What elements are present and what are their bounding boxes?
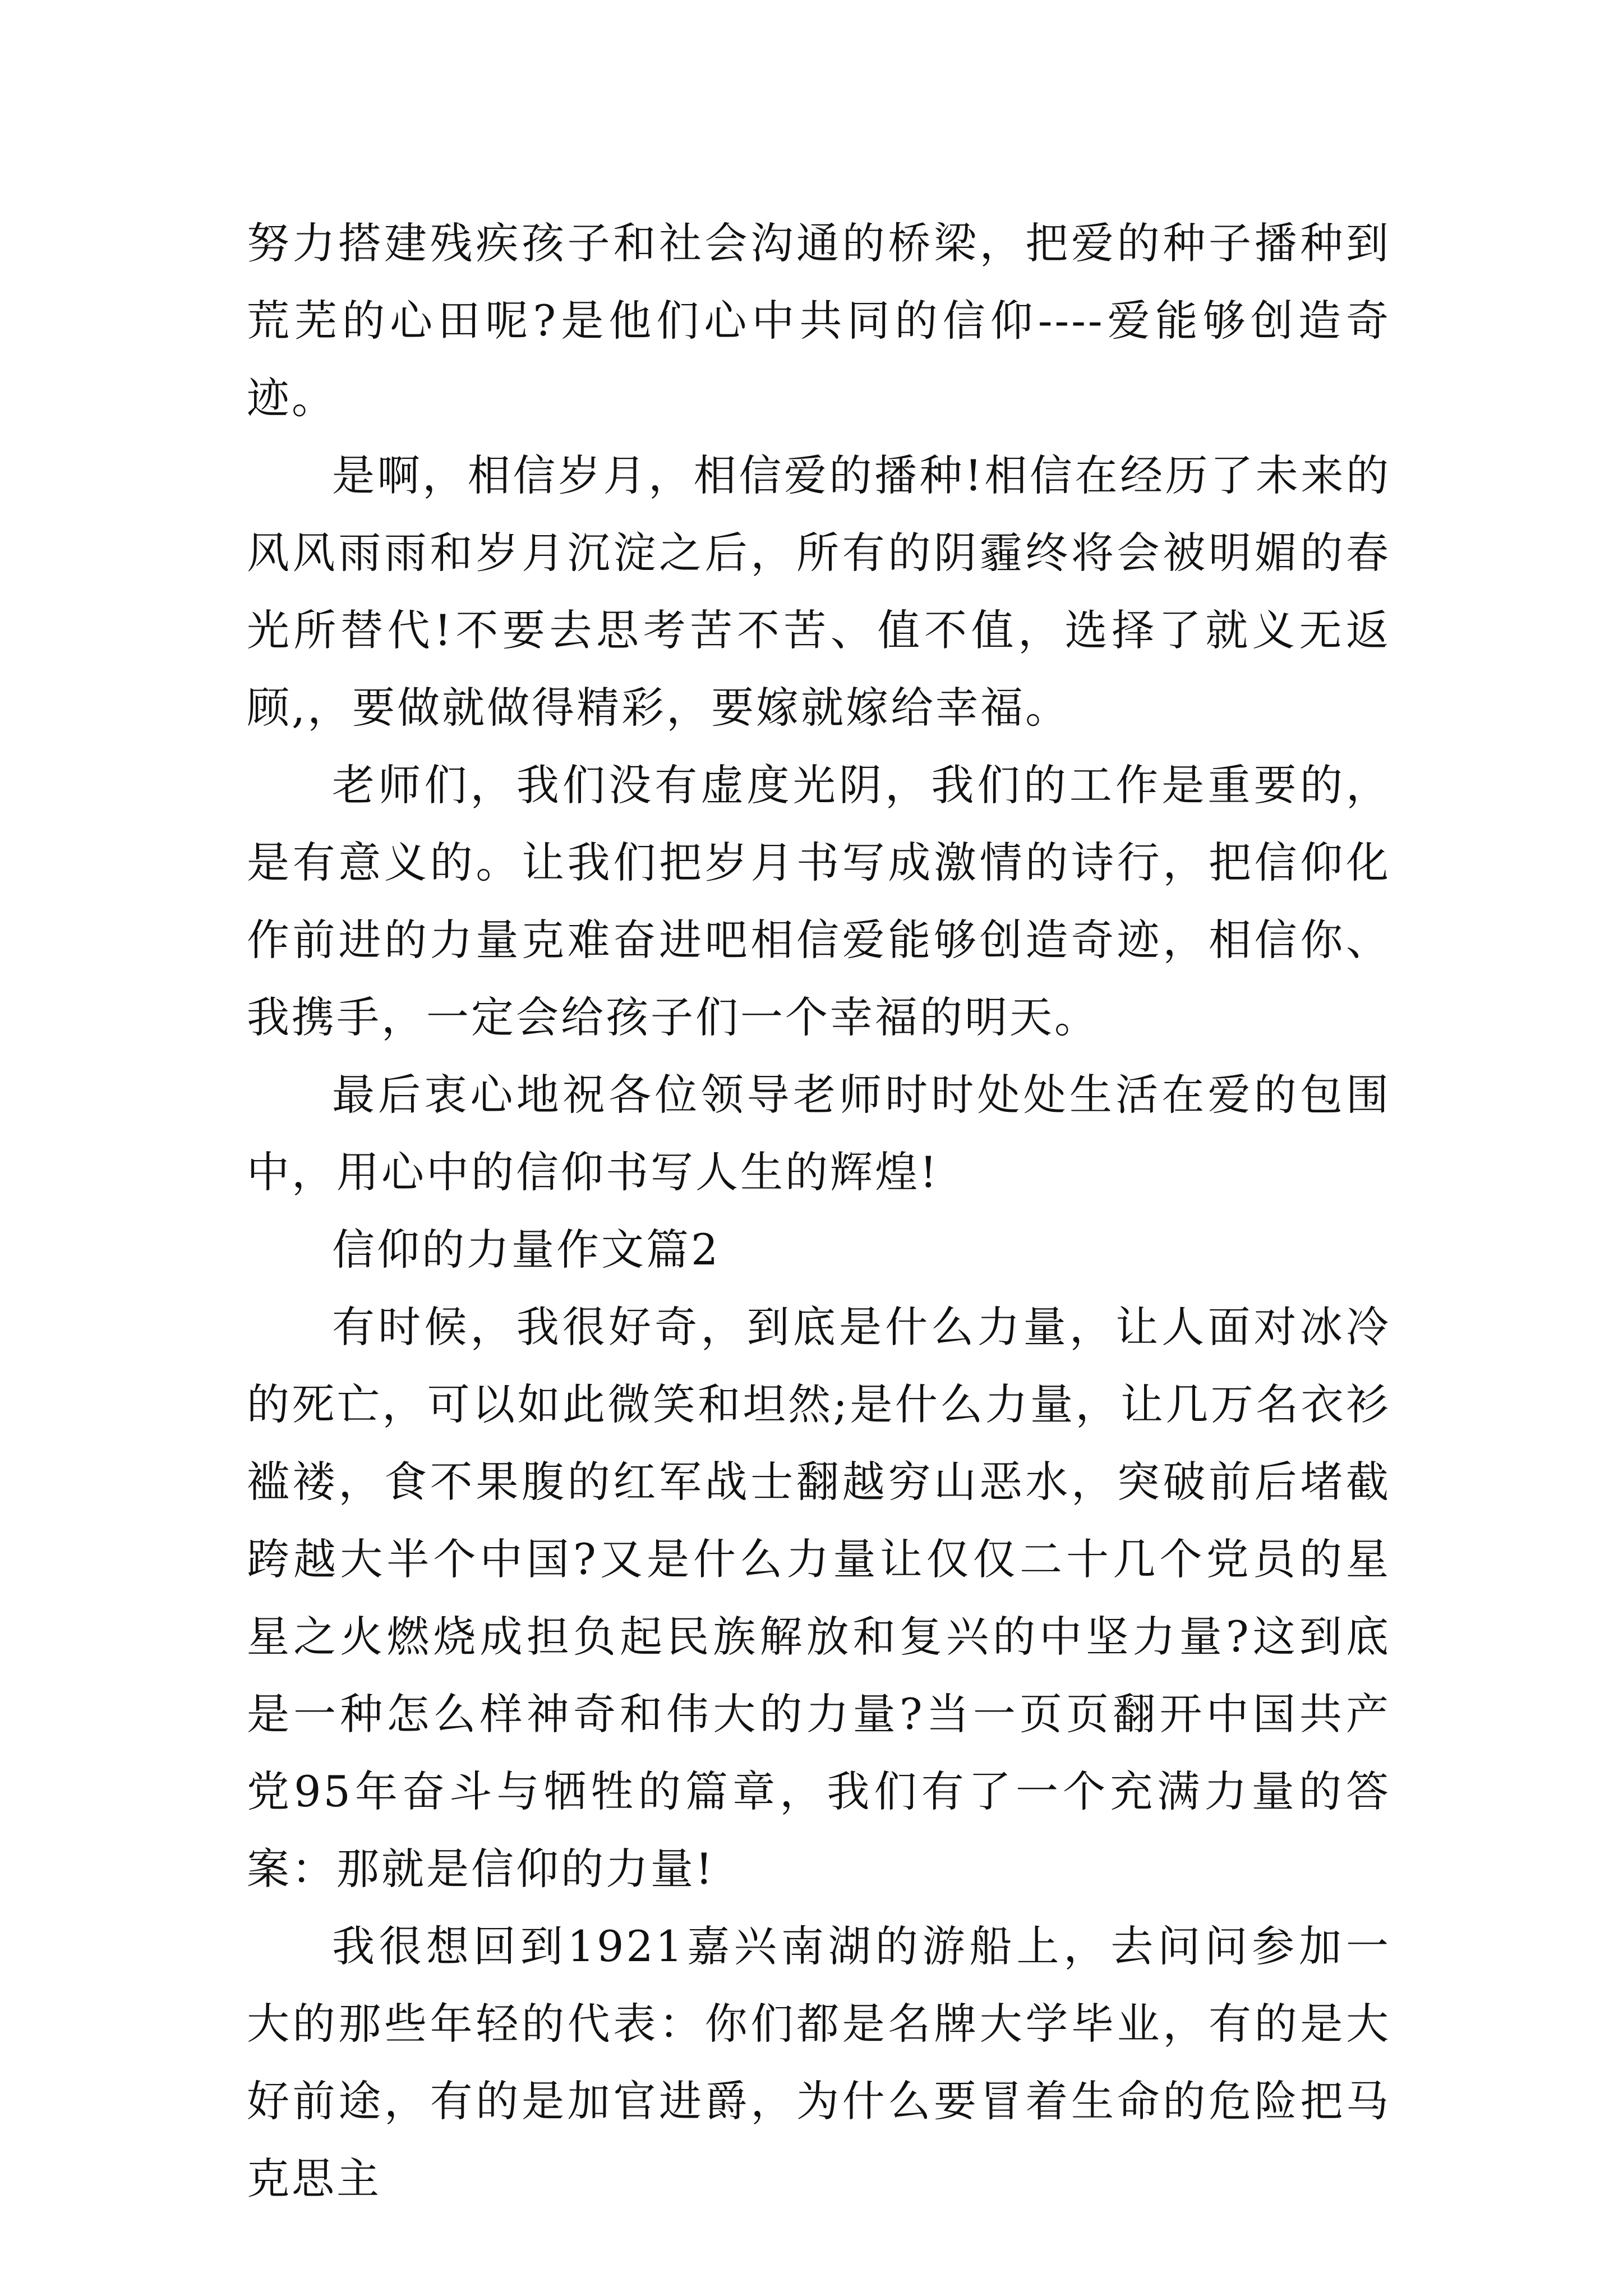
paragraph-continuation: 努力搭建残疾孩子和社会沟通的桥梁，把爱的种子播种到荒芜的心田呢?是他们心中共同的信仰----爱能够创造奇迹。 xyxy=(247,218,1391,423)
document-body xyxy=(247,205,1391,2217)
paragraph: 老师们，我们没有虚度光阴，我们的工作是重要的，是有意义的。让我们把岁月书写成激情的诗行，把信仰化作前进的力量克难奋进吧相信爱能够创造奇迹，相信你、我携手，一定会给孩子们一个幸福的明天。 xyxy=(247,760,1391,1042)
paragraph: 我很想回到1921嘉兴南湖的游船上，去问问参加一大的那些年轻的代表：你们都是名牌大学毕业，有的是大好前途，有的是加官进爵，为什么要冒着生命的危险把马克思主 xyxy=(247,1921,1391,2203)
section-heading: 信仰的力量作文篇2 xyxy=(332,1225,721,1274)
paragraph: 最后衷心地祝各位领导老师时时处处生活在爱的包围中，用心中的信仰书写人生的辉煌! xyxy=(247,1070,1391,1197)
paragraph: 是啊，相信岁月，相信爱的播种!相信在经历了未来的风风雨雨和岁月沉淀之后，所有的阴霾终将会被明媚的春光所替代!不要去思考苦不苦、值不值，选择了就义无返顾,，要做就做得精彩，要嫁就嫁给幸福。 xyxy=(247,450,1391,733)
paragraph: 有时候，我很好奇，到底是什么力量，让人面对冰冷的死亡，可以如此微笑和坦然;是什么力量，让几万名衣衫褴褛，食不果腹的红军战士翻越穷山恶水，突破前后堵截跨越大半个中国?又是什么力量让仅仅二十几个党员的星星之火燃烧成担负起民族解放和复兴的中坚力量?这到底是一种怎么样神奇和伟大的力量?当一页页翻开中国共产党95年奋斗与牺牲的篇章，我们有了一个充满力量的答案：那就是信仰的力量! xyxy=(247,1302,1391,1894)
